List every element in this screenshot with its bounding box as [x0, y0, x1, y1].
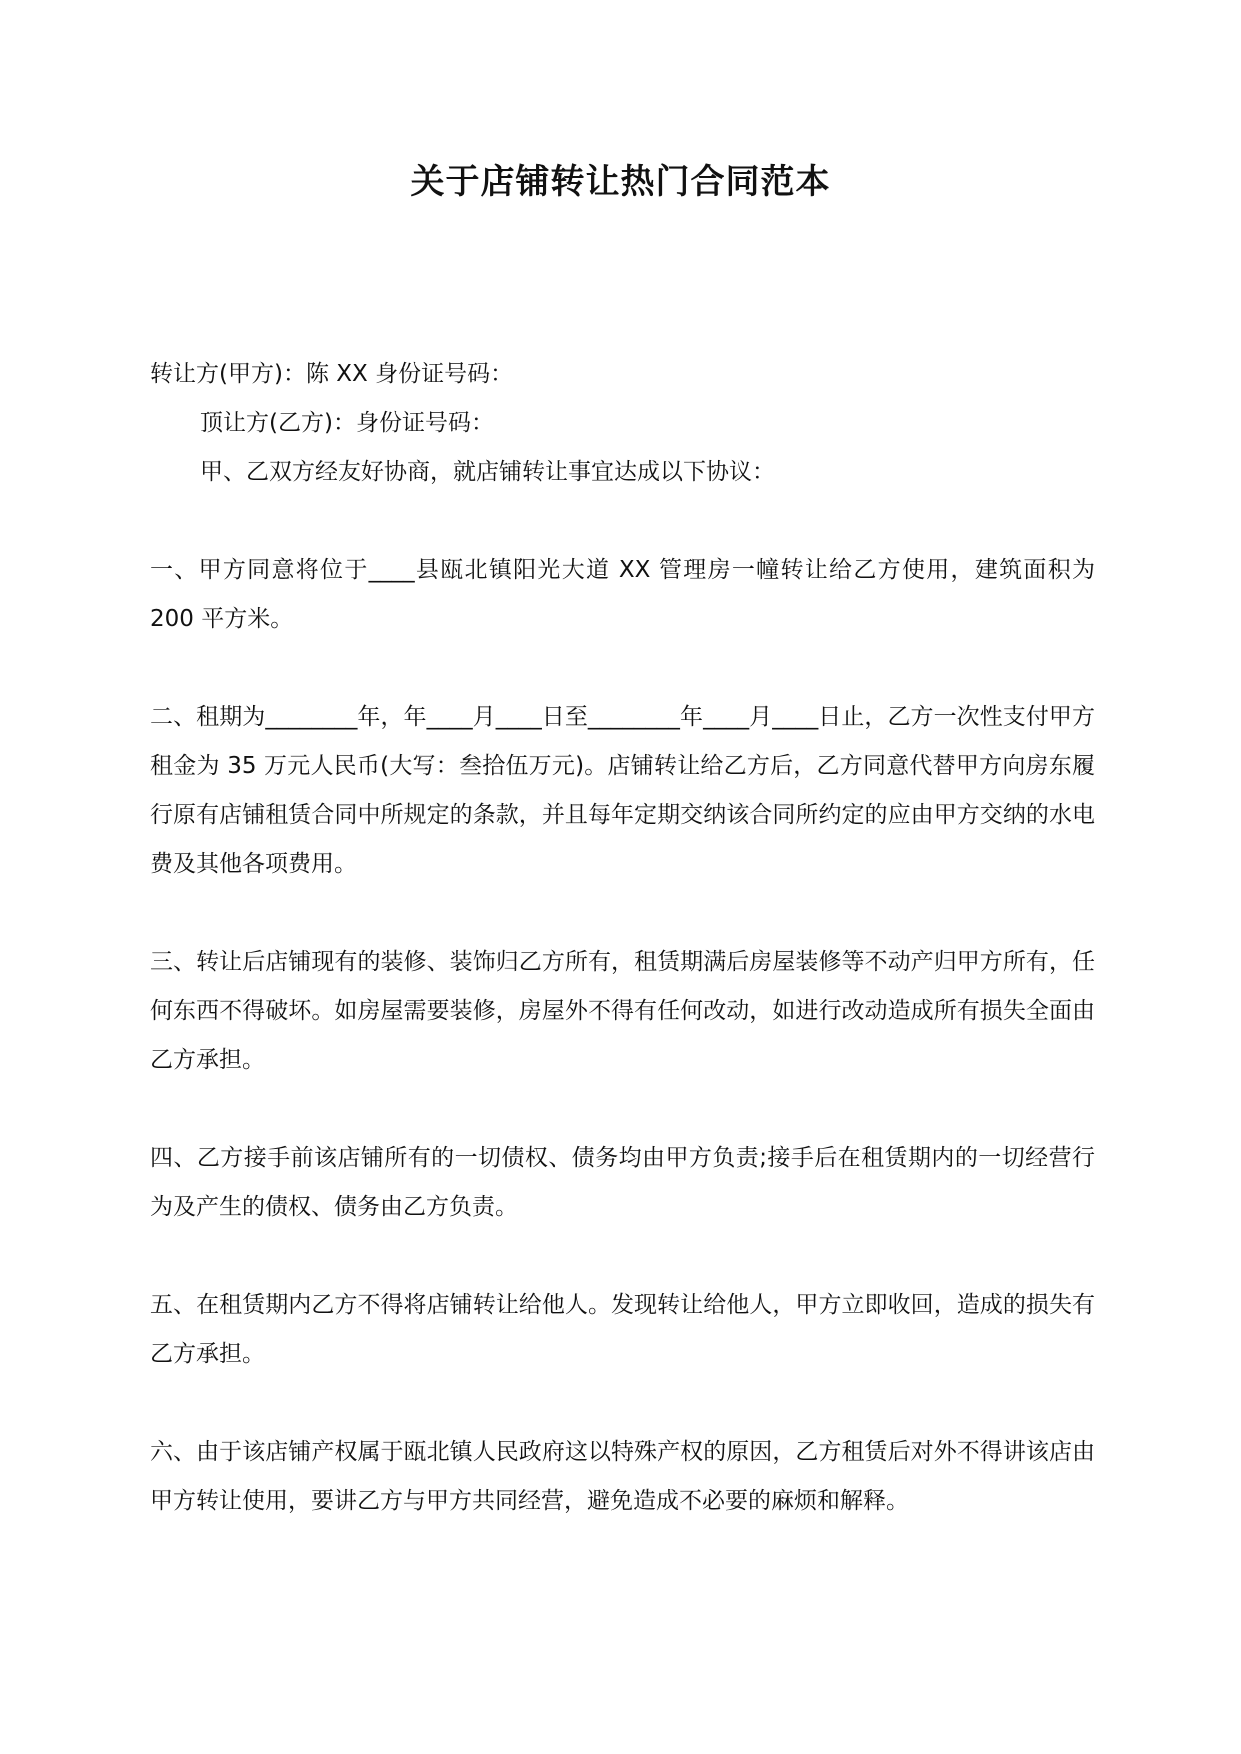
transferee-line: 顶让方(乙方)：身份证号码： — [200, 410, 494, 436]
spacer — [150, 889, 1095, 938]
clause-6: 六、由于该店铺产权属于瓯北镇人民政府这以特殊产权的原因，乙方租赁后对外不得讲该店由甲方转让使用，要讲乙方与甲方共同经营，避免造成不必要的麻烦和解释。 — [150, 1439, 1095, 1514]
preamble-line: 甲、乙双方经友好协商，就店铺转让事宜达成以下协议： — [200, 459, 775, 485]
clause-1: 一、甲方同意将位于____县瓯北镇阳光大道 XX 管理房一幢转让给乙方使用，建筑面积为 200 平方米。 — [150, 557, 1095, 632]
clause-4: 四、乙方接手前该店铺所有的一切债权、债务均由甲方负责;接手后在租赁期内的一切经营行为及产生的债权、债务由乙方负责。 — [150, 1145, 1095, 1220]
spacer — [150, 1379, 1095, 1428]
clause-3: 三、转让后店铺现有的装修、装饰归乙方所有，租赁期满后房屋装修等不动产归甲方所有，任何东西不得破坏。如房屋需要装修，房屋外不得有任何改动，如进行改动造成所有损失全面由乙方承担。 — [150, 949, 1095, 1073]
spacer — [150, 497, 1095, 546]
spacer — [150, 1085, 1095, 1134]
spacer — [150, 644, 1095, 693]
document-title: 关于店铺转让热门合同范本 — [410, 162, 831, 202]
clause-5: 五、在租赁期内乙方不得将店铺转让给他人。发现转让给他人，甲方立即收回，造成的损失有乙方承担。 — [150, 1292, 1095, 1367]
document-body — [150, 350, 1095, 1526]
spacer — [150, 1232, 1095, 1281]
transferor-line: 转让方(甲方)：陈 XX 身份证号码： — [150, 361, 514, 387]
clause-2: 二、租期为________年，年____月____日至________年____月____日止，乙方一次性支付甲方租金为 35 万元人民币(大写：叁拾伍万元)。店铺转让给乙方后，乙方同意代替甲方向房东履行原有店铺租赁合同中所规定的条款，并且每年定期交纳该合同所约定的应由甲方交纳的水电费及其他各项费用。 — [150, 704, 1095, 877]
